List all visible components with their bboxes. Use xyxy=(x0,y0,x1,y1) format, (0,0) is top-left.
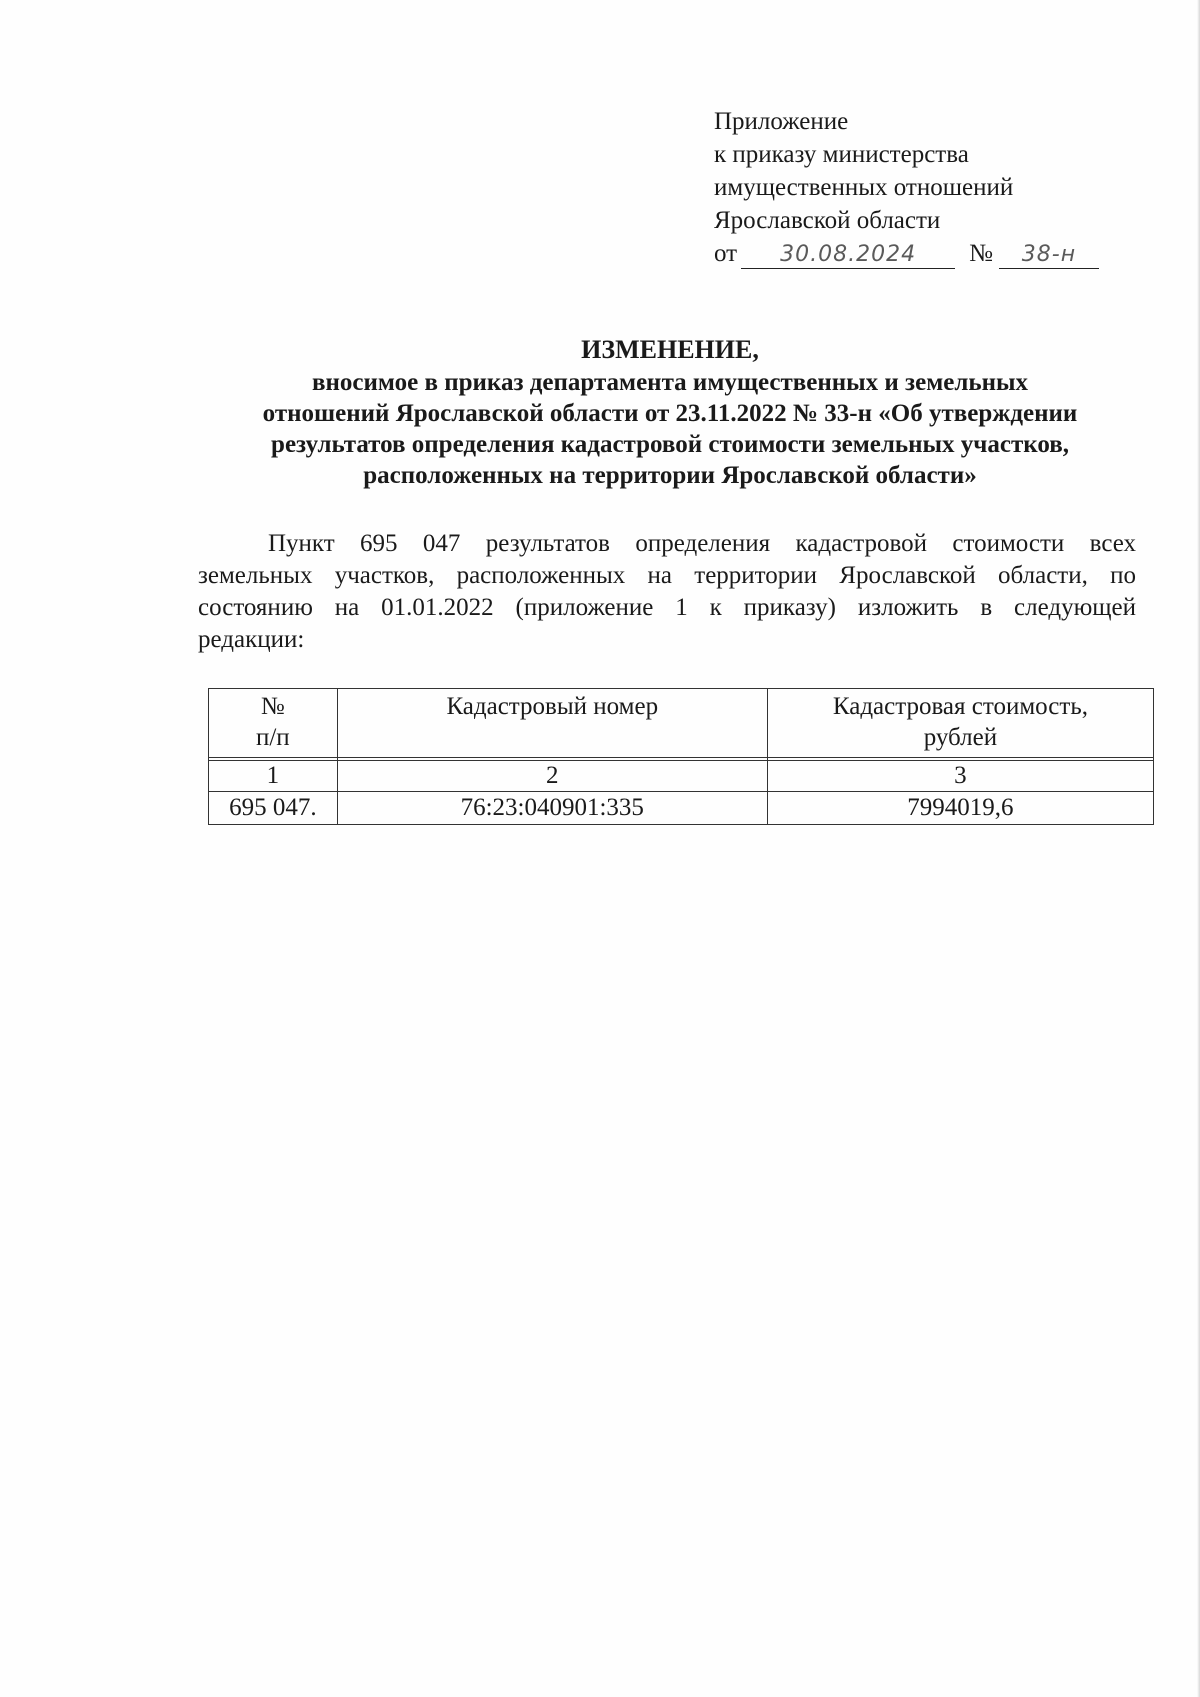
title-sub-line-1: вносимое в приказ департамента имущественных и земельных xyxy=(312,369,1028,396)
header-value-line-1: Кадастровая стоимость, xyxy=(832,693,1088,720)
paragraph-line-3: состоянию на 01.01.2022 (приложение 1 к приказу) изложить в следующей xyxy=(198,594,1136,621)
table-column-numbers-row xyxy=(209,761,1154,792)
column-number-1: 1 xyxy=(209,761,338,792)
appendix-header xyxy=(714,105,1099,270)
header-number xyxy=(209,689,338,758)
title-sub-line-2: отношений Ярославской области от 23.11.2022 № 33-н «Об утверждении xyxy=(262,400,1078,427)
cadastral-table xyxy=(208,688,1154,825)
from-label: от xyxy=(714,240,738,267)
title-main: ИЗМЕНЕНИЕ, xyxy=(581,335,759,364)
title-sub-line-4: расположенных на территории Ярославской области» xyxy=(363,462,977,489)
table-row xyxy=(209,792,1154,825)
header-cadastral-number-text: Кадастровый номер xyxy=(446,693,659,720)
row-cadastral-value: 7994019,6 xyxy=(767,792,1153,825)
document-title xyxy=(180,334,1160,491)
table-header-row xyxy=(209,689,1154,758)
column-number-3: 3 xyxy=(767,761,1153,792)
handwritten-number: 38-н xyxy=(999,242,1099,269)
appendix-line-1: Приложение xyxy=(714,108,849,135)
row-number: 695 047. xyxy=(209,792,338,825)
handwritten-date: 30.08.2024 xyxy=(741,242,955,269)
title-sub-line-3: результатов определения кадастровой стоимости земельных участков, xyxy=(271,431,1069,458)
header-value-line-2: рублей xyxy=(923,724,998,751)
header-cadastral-value xyxy=(767,689,1153,758)
number-label: № xyxy=(969,240,993,267)
paragraph-line-2: земельных участков, расположенных на территории Ярославской области, по xyxy=(198,562,1136,589)
row-cadastral-number: 76:23:040901:335 xyxy=(337,792,767,825)
appendix-date-number xyxy=(714,237,1099,270)
paragraph-line-4: редакции: xyxy=(198,626,305,653)
column-number-2: 2 xyxy=(337,761,767,792)
header-cadastral-number xyxy=(337,689,767,758)
header-number-line-2: п/п xyxy=(255,724,290,751)
header-number-line-1: № xyxy=(260,693,285,720)
body-paragraph xyxy=(198,528,1136,656)
appendix-line-4: Ярославской области xyxy=(714,207,941,234)
paragraph-line-1: Пункт 695 047 результатов определения кадастровой стоимости всех xyxy=(268,530,1136,557)
appendix-line-2: к приказу министерства xyxy=(714,141,969,168)
title-subtitle xyxy=(180,367,1160,491)
appendix-line-3: имущественных отношений xyxy=(714,174,1014,201)
